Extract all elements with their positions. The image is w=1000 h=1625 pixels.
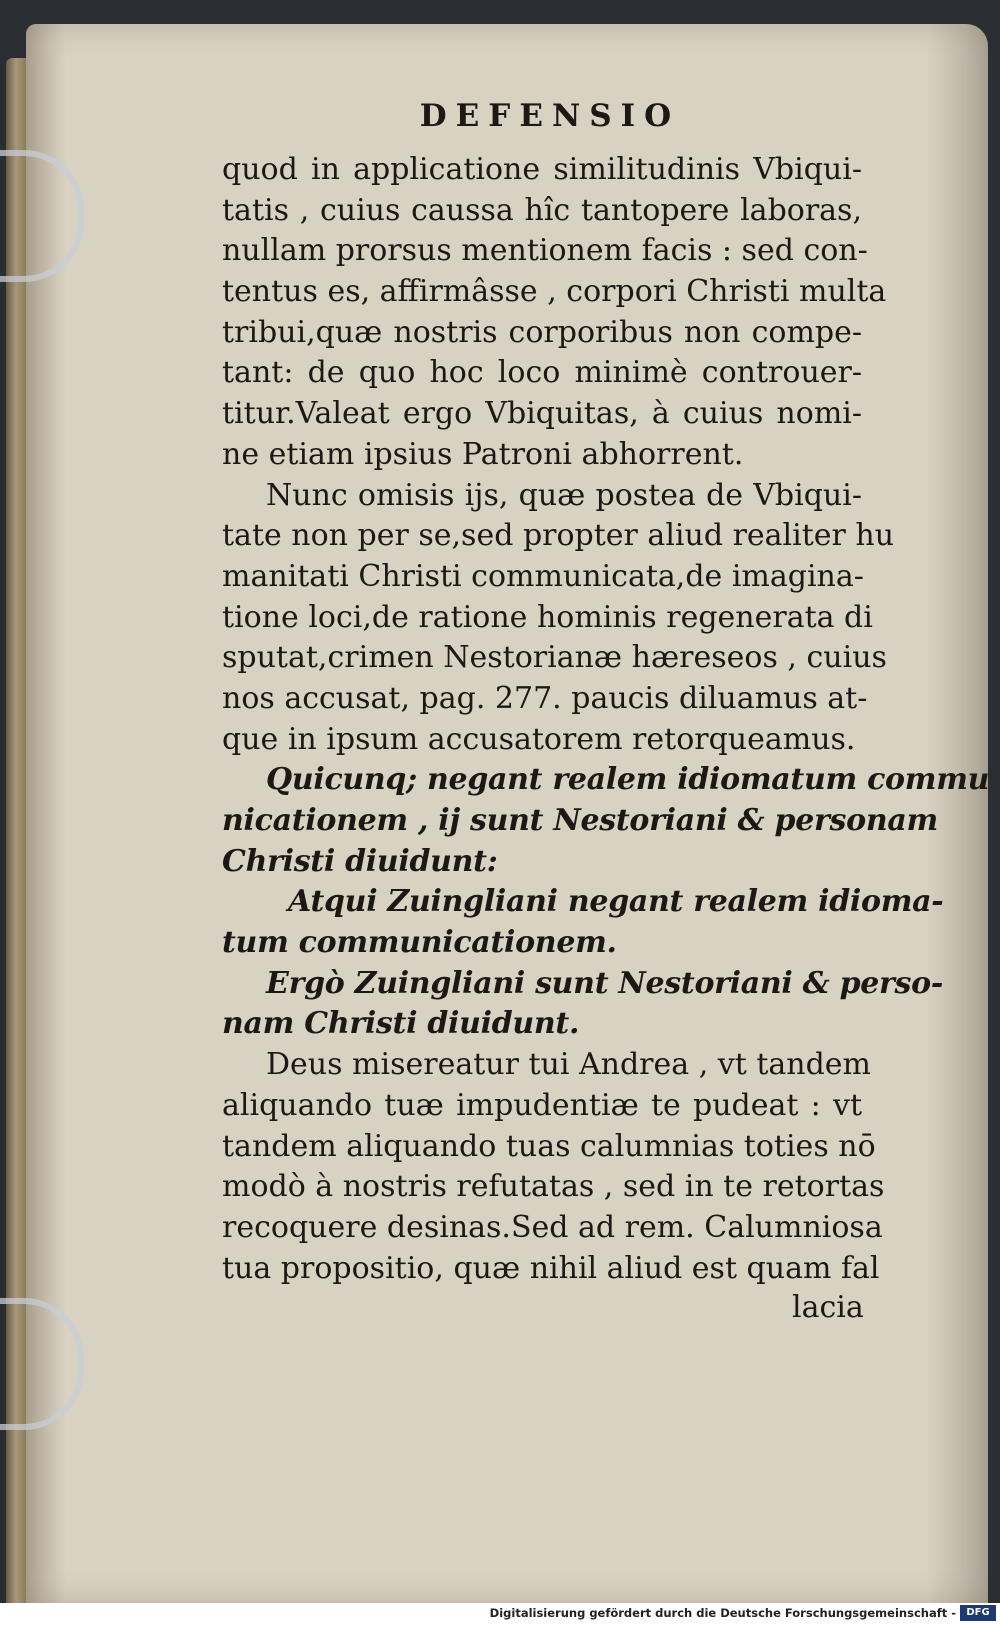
- text-line: quod in applicatione similitudinis Vbiqui-: [222, 152, 862, 187]
- body-text: [222, 150, 990, 1289]
- syllogism-line: nam Christi diuidunt.: [222, 1006, 580, 1042]
- text-line: modò à nostris refutatas , sed in te retortas: [222, 1169, 885, 1205]
- syllogism-line: nicationem , ij sunt Nestoriani & personam: [222, 803, 938, 838]
- syllogism-line: Quicunq; negant realem idiomatum commu: [266, 762, 990, 798]
- text-line: tant: de quo hoc loco minimè controuer-: [222, 355, 862, 391]
- syllogism-line: Christi diuidunt:: [222, 843, 498, 879]
- text-line: Deus misereatur tui Andrea , vt tandem: [266, 1047, 871, 1083]
- footer-bar: [0, 1603, 1000, 1625]
- text-line: que in ipsum accusatorem retorqueamus.: [222, 721, 856, 757]
- text-line: recoquere desinas.Sed ad rem. Calumniosa: [222, 1209, 883, 1245]
- text-line: tribui,quæ nostris corporibus non compe-: [222, 314, 862, 350]
- text-line: tua propositio, quæ nihil aliud est quam fal: [222, 1250, 880, 1286]
- text-line: tentus es, affirmâsse , corpori Christi multa: [222, 274, 887, 310]
- text-line: Nunc omisis ijs, quæ postea de Vbiqui-: [266, 477, 862, 513]
- text-line: tandem aliquando tuas calumnias toties nō: [222, 1128, 876, 1164]
- syllogism-line: Atqui Zuingliani negant realem idioma-: [288, 884, 944, 920]
- text-line: tate non per se,sed propter aliud realiter hu: [222, 518, 895, 554]
- syllogism-line: tum communicationem.: [222, 925, 617, 961]
- funding-credit: Digitalisierung gefördert durch die Deutsche Forschungsgemeinschaft -: [489, 1606, 956, 1620]
- text-line: manitati Christi communicata,de imagina-: [222, 558, 864, 594]
- text-line: tione loci,de ratione hominis regenerata di: [222, 599, 873, 635]
- text-line: nos accusat, pag. 277. paucis diluamus at-: [222, 680, 868, 716]
- text-line: aliquando tuæ impudentiæ te pudeat : vt: [222, 1087, 862, 1123]
- text-line: nullam prorsus mentionem facis : sed con-: [222, 233, 868, 269]
- dfg-logo-icon: DFG: [960, 1605, 996, 1621]
- text-line: tatis , cuius caussa hîc tantopere laboras,: [222, 192, 862, 228]
- syllogism-line: Ergò Zuingliani sunt Nestoriani & perso-: [266, 965, 944, 1001]
- running-head: DEFENSIO: [419, 98, 681, 134]
- text-line: sputat,crimen Nestorianæ hæreseos , cuius: [222, 640, 887, 676]
- catchword: lacia: [792, 1290, 864, 1325]
- text-line: ne etiam ipsius Patroni abhorrent.: [222, 436, 744, 472]
- text-line: titur.Valeat ergo Vbiquitas, à cuius nomi-: [222, 396, 862, 432]
